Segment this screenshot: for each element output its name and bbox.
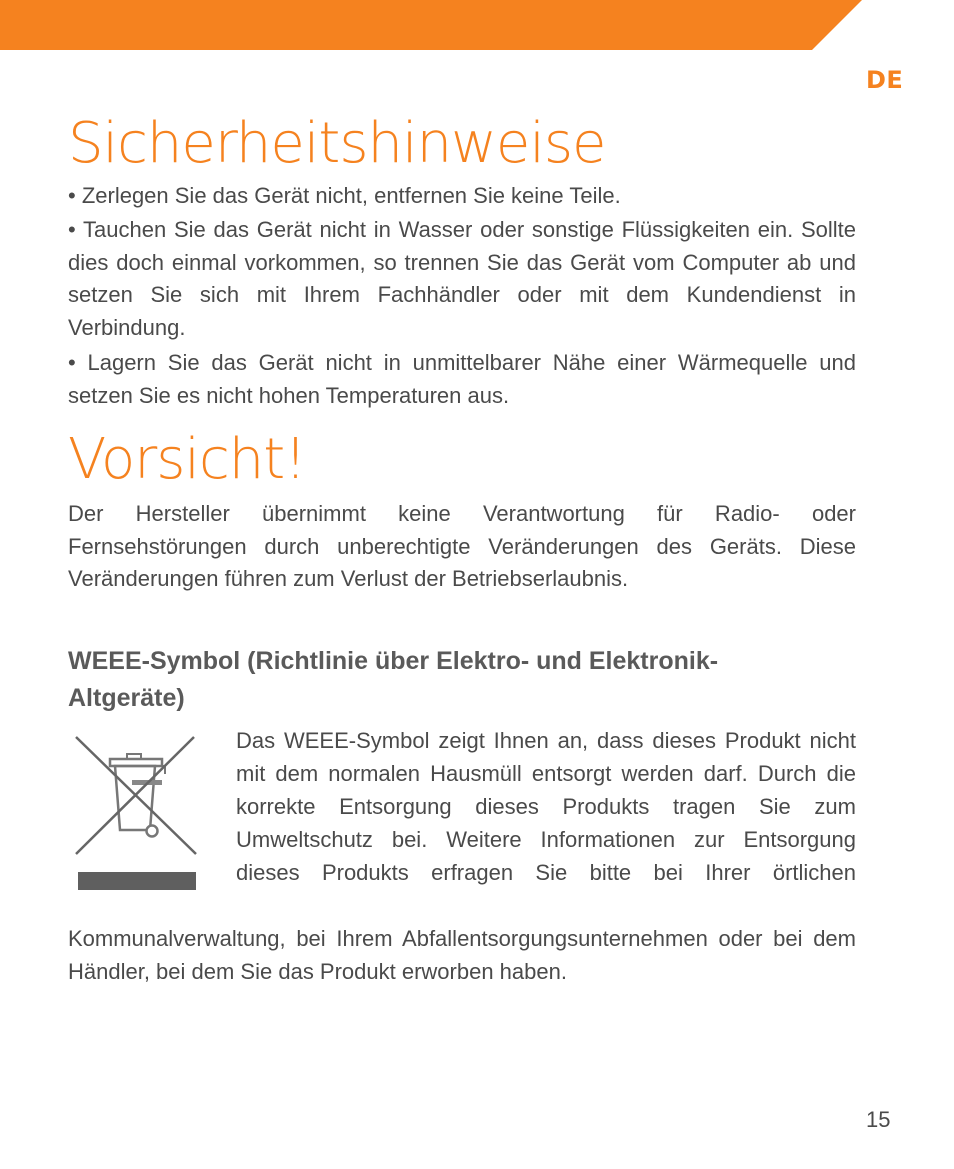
crossed-out-wheelie-bin-icon <box>70 734 200 894</box>
caution-text: Der Hersteller übernimmt keine Verantwortung für Radio- oder Fernsehstörungen durch unberechtigte Veränderungen des Geräts. Diese Veränderungen führen zum Verlust der Betriebserlaubnis. <box>68 501 856 592</box>
weee-description: Das WEEE-Symbol zeigt Ihnen an, dass dieses Produkt nicht mit dem normalen Hausmüll entsorgt werden darf. Durch die korrekte Entsorgung dieses Produkts tragen Sie zum Umweltschutz bei. Weitere Informationen zur Entsorgung dieses Produkts erfragen Sie bitte bei Ihrer örtlichen <box>236 728 856 885</box>
safety-bullet-1: • Zerlegen Sie das Gerät nicht, entfernen Sie keine Teile. <box>68 183 621 208</box>
caution-heading: Vorsicht! <box>68 427 306 492</box>
weee-heading: WEEE-Symbol (Richtlinie über Elektro- und Elektronik-Altgeräte) <box>68 647 719 712</box>
language-label: DE <box>866 66 904 94</box>
safety-bullet-2: • Tauchen Sie das Gerät nicht in Wasser oder sonstige Flüssigkeiten ein. Sollte dies doch einmal vorkommen, so trennen Sie das Gerät vom Computer ab und setzen Sie sich mit Ihrem Fachhändler oder mit dem Kundendienst in Verbindung. <box>68 217 856 340</box>
page-number: 15 <box>866 1107 891 1132</box>
header-accent-bar <box>0 0 954 50</box>
safety-heading: Sicherheitshinweise <box>68 111 606 176</box>
weee-description-continued: Kommunalverwaltung, bei Ihrem Abfallentsorgungsunternehmen oder bei dem Händler, bei dem Sie das Produkt erworben haben. <box>68 926 856 984</box>
safety-bullet-3: • Lagern Sie das Gerät nicht in unmittelbarer Nähe einer Wärmequelle und setzen Sie es nicht hohen Temperaturen aus. <box>68 350 856 408</box>
